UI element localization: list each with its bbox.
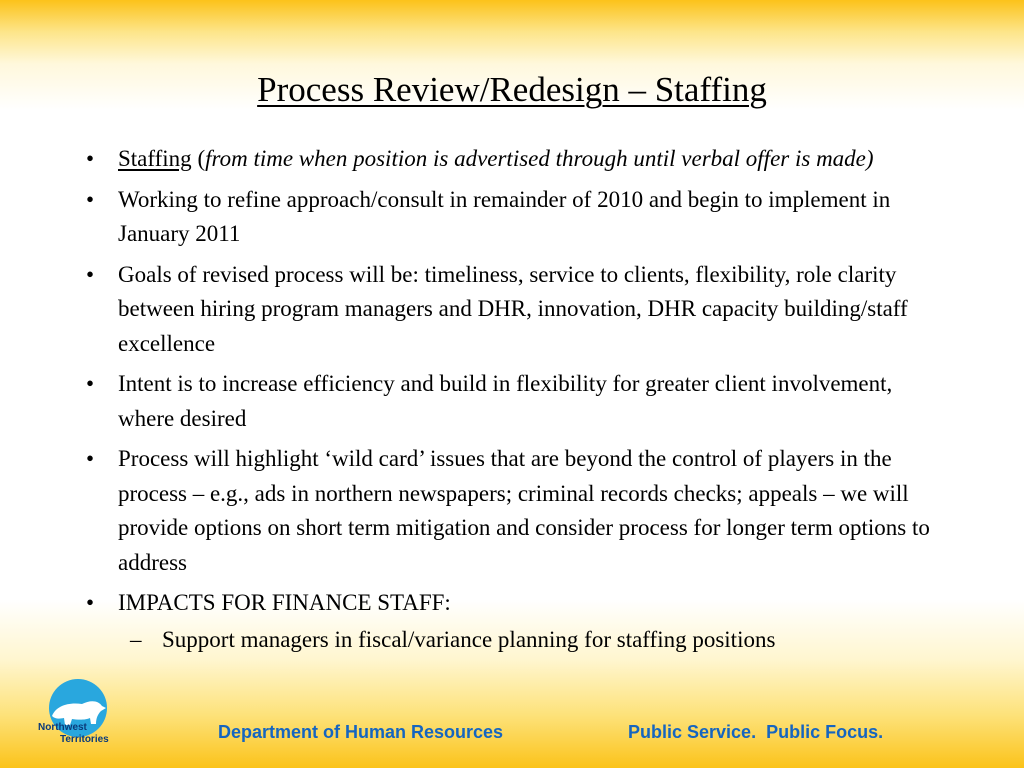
bullet-symbol: •	[86, 371, 95, 396]
bullet-symbol: •	[86, 146, 95, 171]
bullet-lead: Staffing	[118, 146, 192, 171]
bullet-item	[86, 367, 946, 436]
logo-wordmark	[38, 722, 128, 746]
bullet-text: Goals of revised process will be: timeliness, service to clients, flexibility, role clarity between hiring program managers and DHR, innovation, DHR capacity building/staff excellence	[118, 261, 908, 356]
sub-bullet-item	[86, 623, 946, 658]
bullet-item	[86, 258, 946, 362]
bullet-item-impacts	[86, 586, 946, 621]
bullet-symbol: •	[86, 261, 95, 287]
dash-symbol: –	[130, 626, 142, 652]
logo-line-2: Territories	[60, 734, 109, 745]
footer-department: Department of Human Resources	[218, 722, 504, 742]
bullet-text: Working to refine approach/consult in remainder of 2010 and begin to implement in January 2011	[118, 186, 891, 246]
bullet-item	[86, 183, 946, 252]
bullet-item	[86, 442, 946, 580]
footer-tagline: Public Service. Public Focus.	[628, 722, 884, 742]
bullet-list	[86, 142, 946, 657]
bullet-paren: (	[191, 146, 206, 171]
bullet-symbol: •	[86, 446, 95, 471]
slide-title: Process Review/Redesign – Staffing	[257, 70, 767, 109]
bullet-symbol: •	[86, 186, 95, 212]
bullet-text: Intent is to increase efficiency and build in flexibility for greater client involvement, where desired	[118, 371, 893, 431]
bullet-symbol: •	[86, 590, 95, 615]
bullet-item-staffing	[86, 142, 946, 177]
sub-bullet-text: Support managers in fiscal/variance planning for staffing positions	[162, 626, 776, 652]
bullet-text: Process will highlight ‘wild card’ issues that are beyond the control of players in the process – e.g., ads in northern newspapers; criminal records checks; appeals – we will provide options on short term mitigation and consider process for longer term options to address	[118, 446, 930, 575]
logo-line-1: Northwest	[38, 722, 87, 733]
bullet-italic: from time when position is advertised through until verbal offer is made)	[205, 146, 874, 171]
bullet-text: IMPACTS FOR FINANCE STAFF:	[118, 590, 451, 615]
